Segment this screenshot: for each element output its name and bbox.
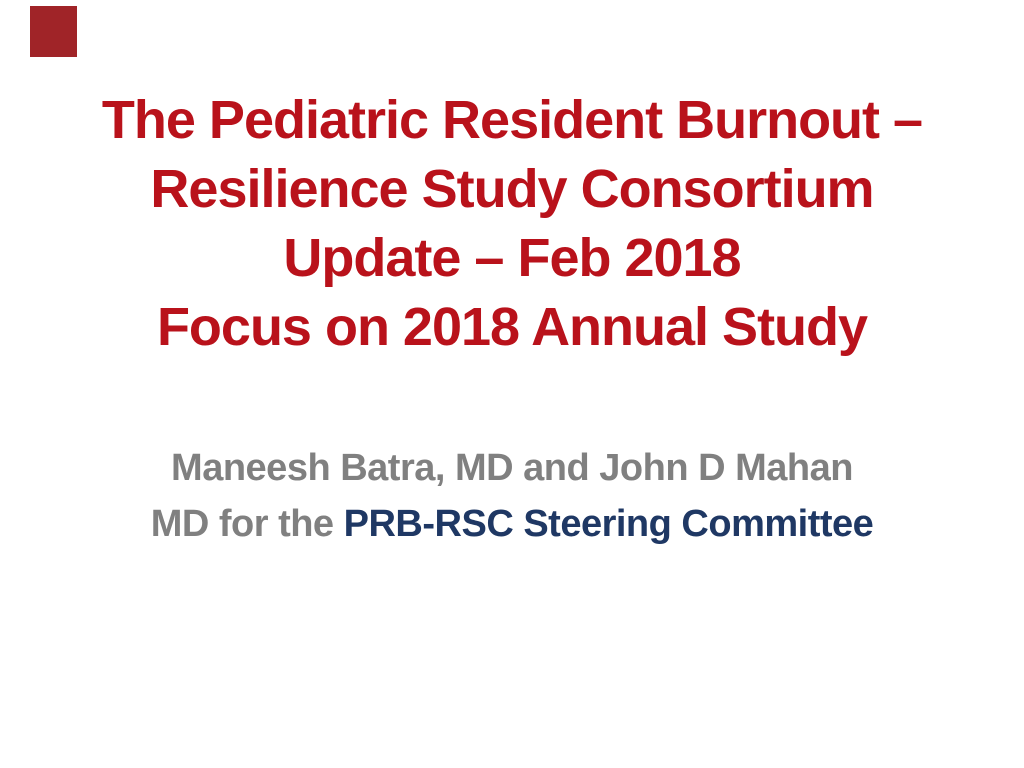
slide-title xyxy=(22,86,1002,362)
subtitle-authors: Maneesh Batra, MD and John D Mahan xyxy=(171,447,853,489)
subtitle-affiliation xyxy=(22,496,1002,552)
title-line-3: Update – Feb 2018 xyxy=(283,228,741,288)
title-line-4: Focus on 2018 Annual Study xyxy=(156,297,868,357)
corner-accent-square xyxy=(30,6,77,57)
subtitle-affiliation-prefix: MD for the xyxy=(150,503,344,545)
title-line-2: Resilience Study Consortium xyxy=(150,159,874,219)
subtitle-committee-name: PRB-RSC Steering Committee xyxy=(343,503,874,545)
title-line-1: The Pediatric Resident Burnout – xyxy=(101,90,923,150)
slide-subtitle xyxy=(22,440,1002,552)
